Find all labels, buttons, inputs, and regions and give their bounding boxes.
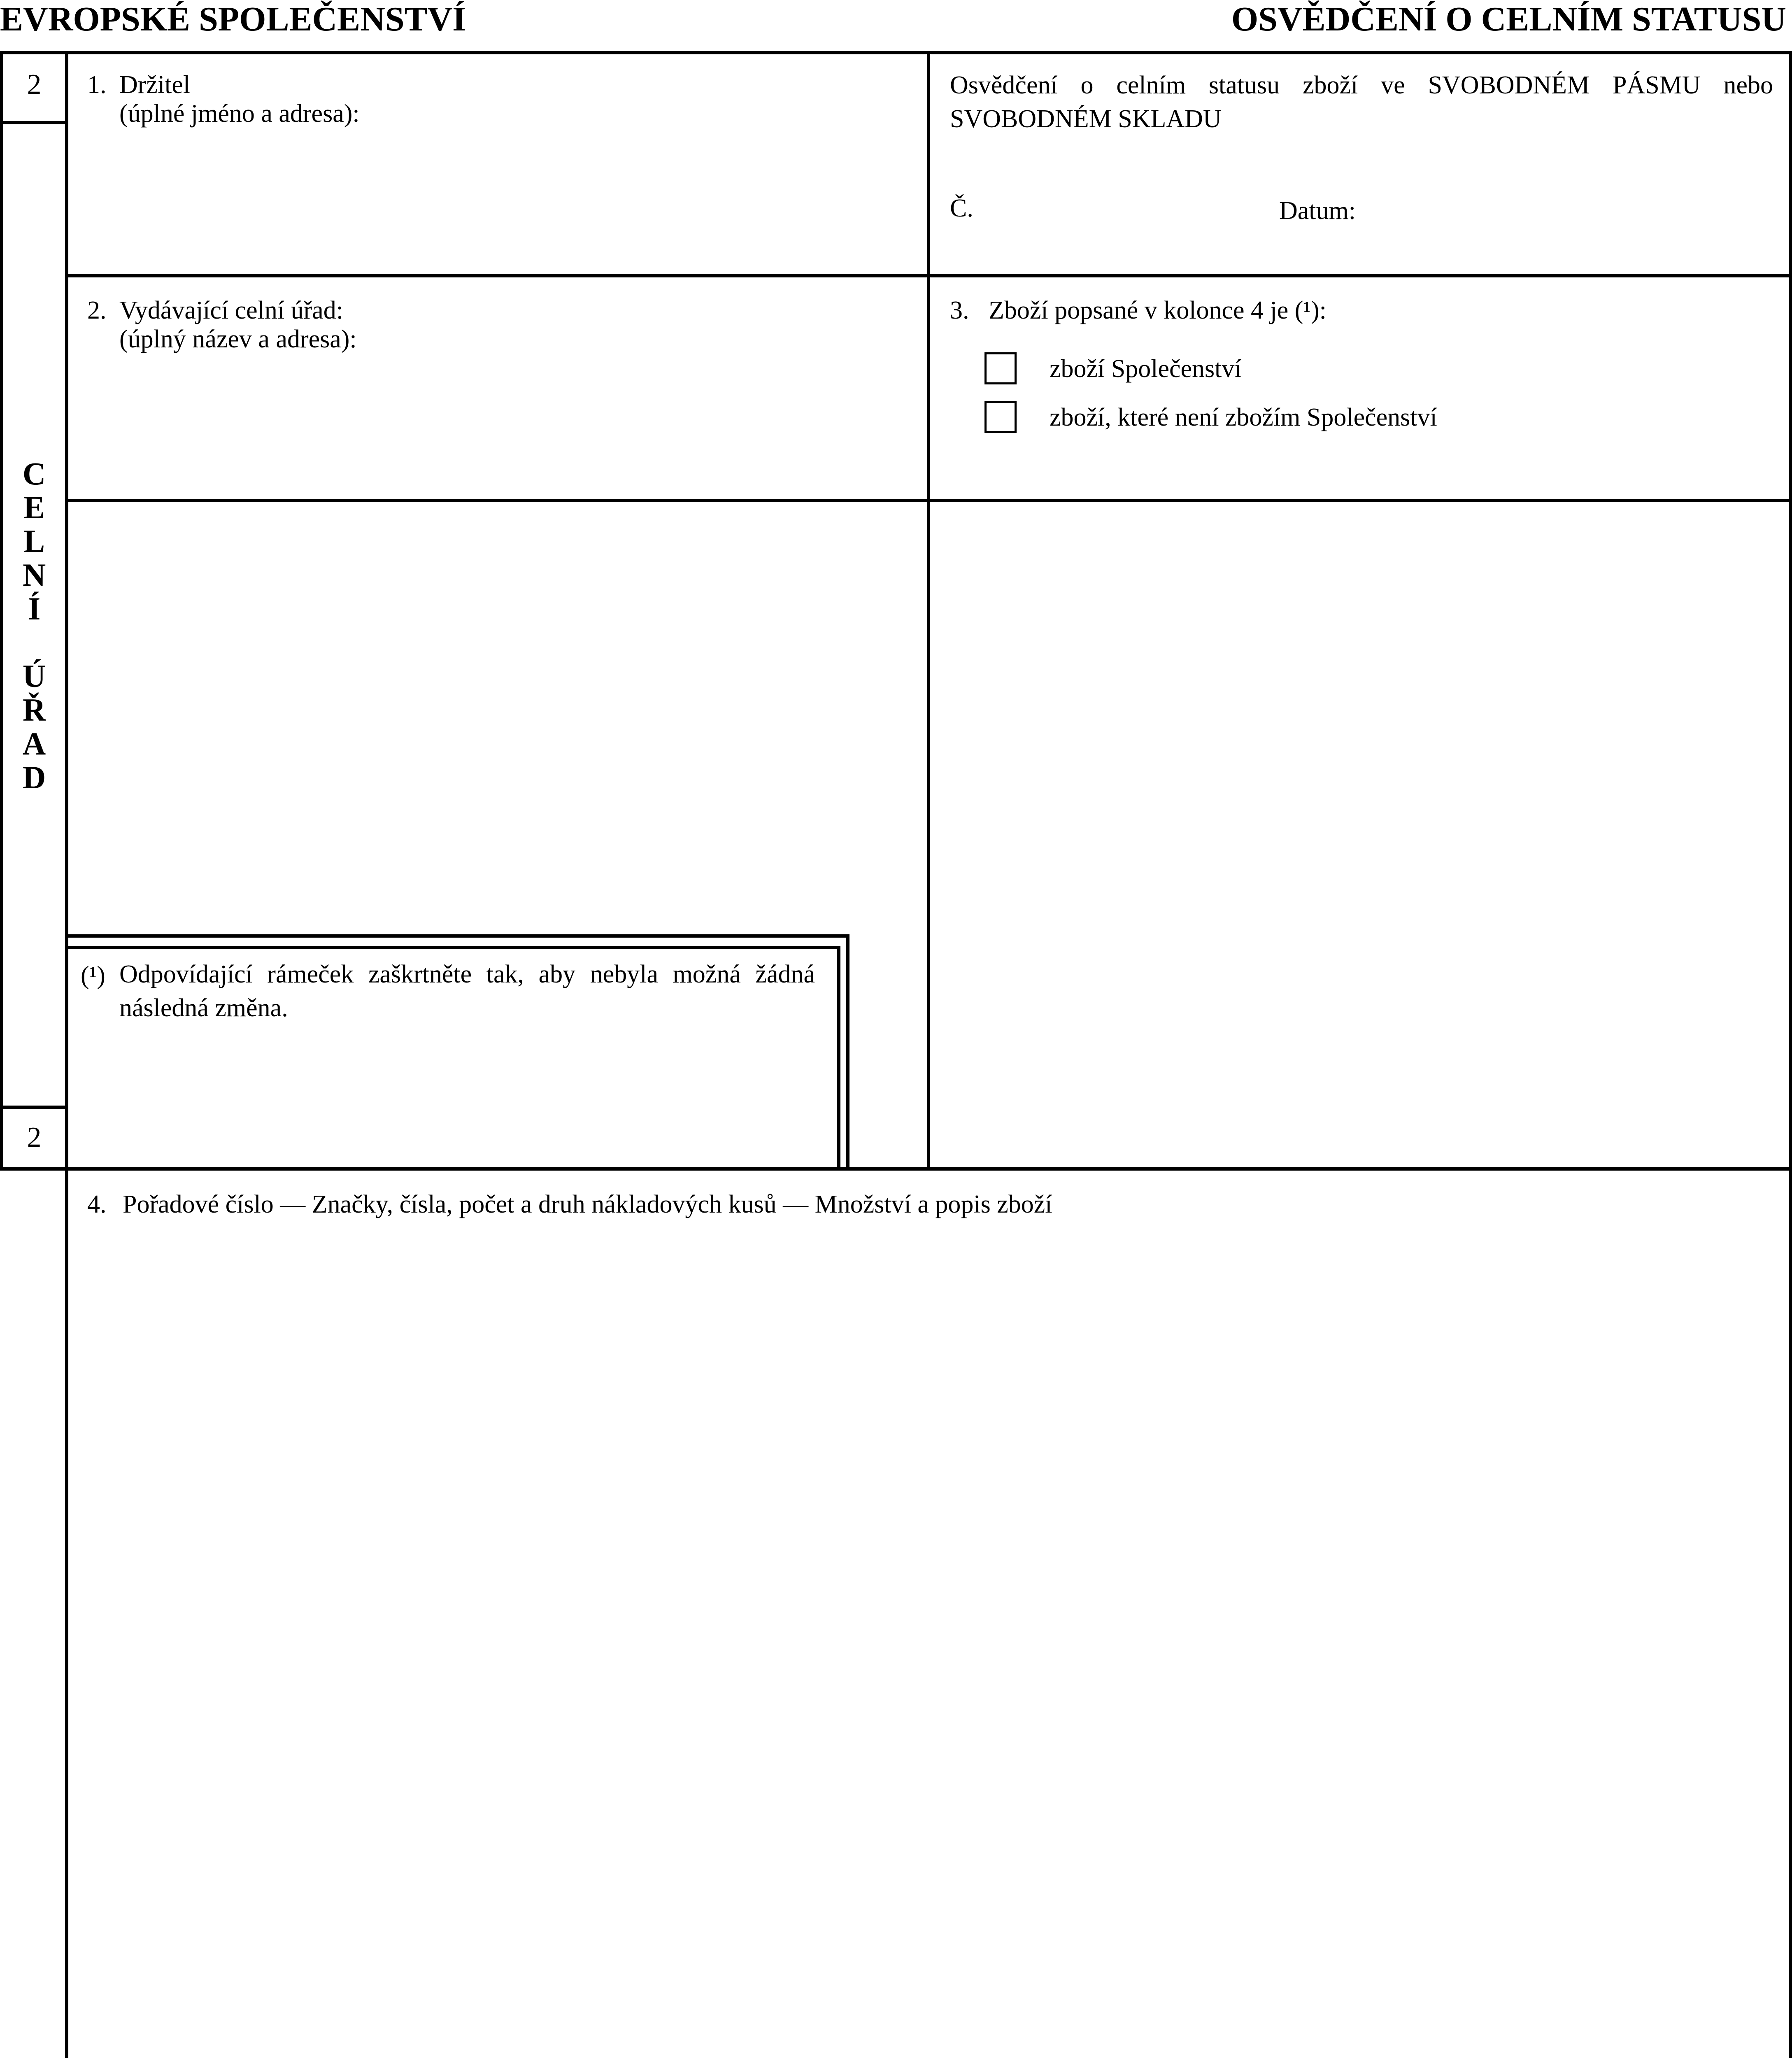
non-community-goods-checkbox[interactable]	[984, 401, 1017, 433]
box-2-number: 2.	[87, 296, 107, 324]
community-goods-checkbox[interactable]	[984, 352, 1017, 384]
header-left-title: EVROPSKÉ SPOLEČENSTVÍ	[0, 0, 466, 38]
box-1-number: 1.	[87, 71, 107, 99]
box-2-sublabel: (úplný název a adresa):	[119, 325, 357, 353]
side-number-top: 2	[27, 69, 42, 100]
header-right-title: OSVĚDČENÍ O CELNÍM STATUSU	[1231, 0, 1786, 38]
box-4-number: 4.	[87, 1190, 107, 1218]
non-community-goods-label: zboží, které není zbožím Společenství	[1050, 403, 1437, 431]
box-1-sublabel: (úplné jméno a adresa):	[119, 100, 360, 128]
side-number-bottom: 2	[27, 1122, 42, 1153]
footnote-text: Odpovídající rámeček zaškrtněte tak, aby nebyla možná žádná následná změna.	[119, 960, 815, 1022]
box-2-label: Vydávající celní úřad:	[119, 296, 344, 324]
box-3-label: Zboží popsané v kolonce 4 je (¹):	[989, 296, 1327, 324]
community-goods-label: zboží Společenství	[1050, 355, 1242, 383]
customs-office-vertical-label: C E L N Í Ú Ř A D	[22, 456, 46, 795]
box-3-number: 3.	[950, 296, 969, 324]
certificate-text: Osvědčení o celním statusu zboží ve SVOBODNÉM PÁSMU nebo SVOBODNÉM SKLADU	[950, 71, 1773, 133]
box-4-label: Pořadové číslo — Značky, čísla, počet a druh nákladových kusů — Množství a popis zboží	[123, 1190, 1052, 1218]
certificate-number-label: Č.	[950, 194, 973, 222]
box-1-label: Držitel	[119, 71, 191, 99]
footnote-marker: (¹)	[81, 961, 105, 989]
certificate-date-label: Datum:	[1279, 197, 1356, 225]
